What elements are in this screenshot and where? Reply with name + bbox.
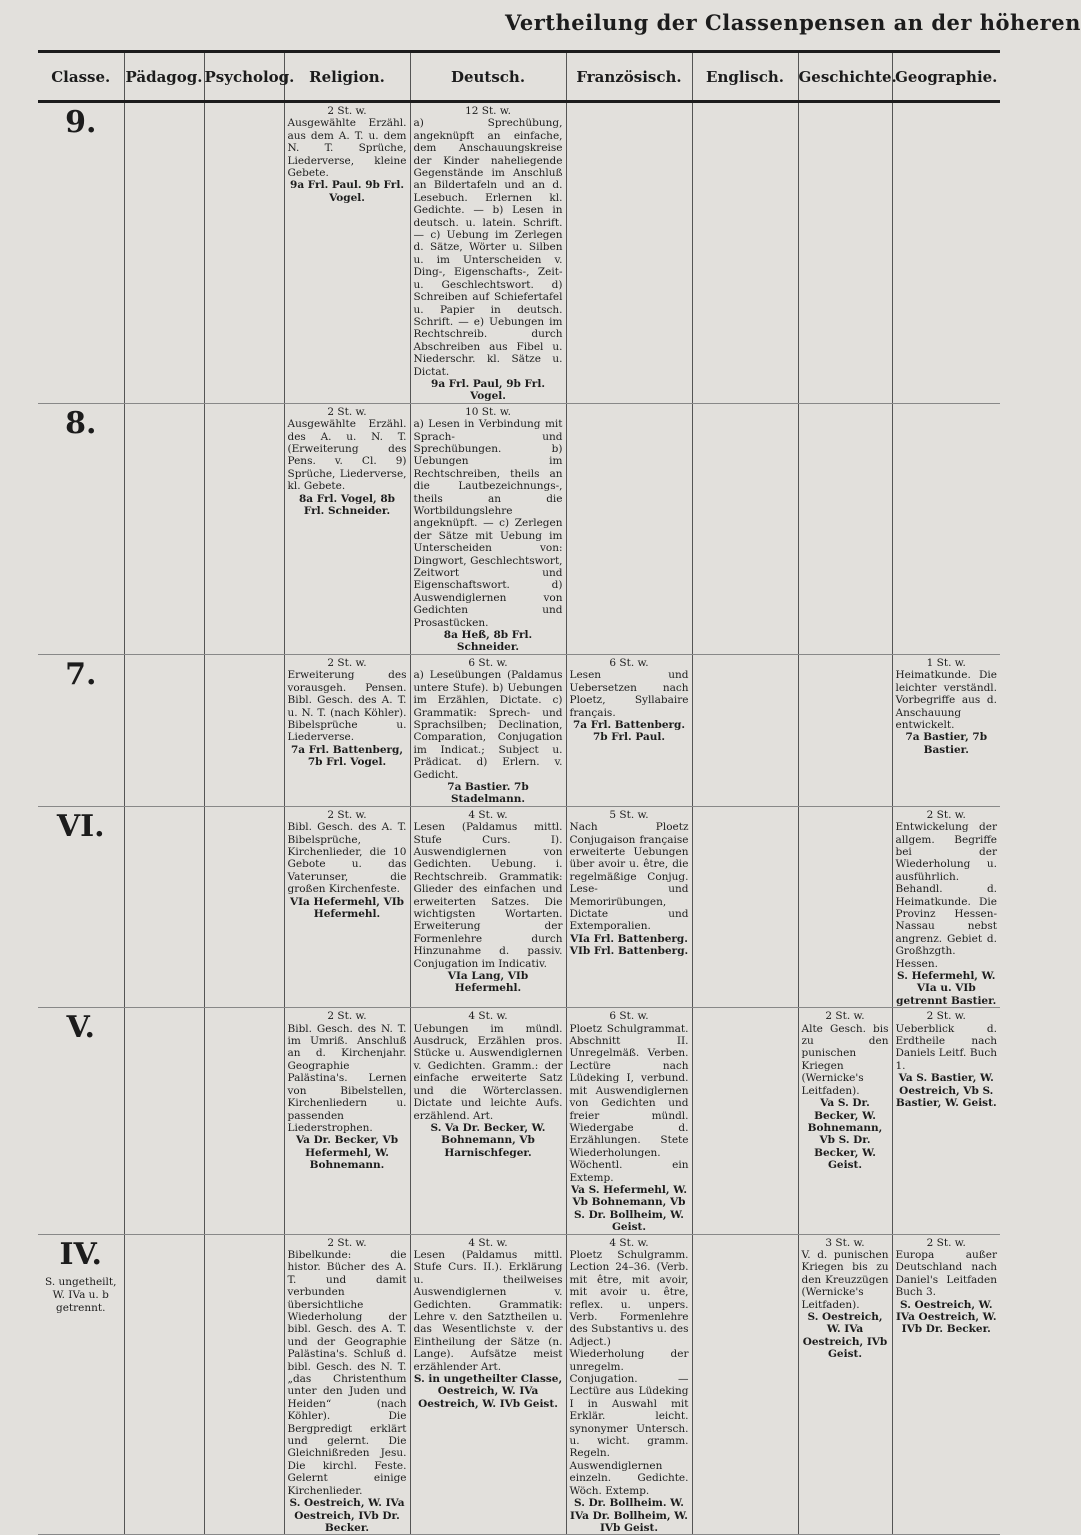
class-cell [38,1008,124,1234]
deutsch-cell [410,806,566,1008]
teacher-label: Va S. Bastier, W. Oestreich, Vb S. Bastier, W. Geist. [895,1072,997,1110]
col-header-geschichte: Geschichte. [798,53,892,102]
table-row-class-iv [38,1234,1000,1535]
class-cell [38,403,124,654]
geographie-cell [892,102,1000,404]
teacher-label: S. Oestreich, W. IVa Oestreich, IVb Geist. [802,1311,888,1361]
table-row-class-9 [38,102,1000,404]
lesson-content: V. d. punischen Kriegen bis zu den Kreuzzügen (Wernicke's Leitfaden). [801,1248,889,1311]
deutsch-cell [410,654,566,806]
lesson-content: Ausgewählte Erzähl. des A. u. N. T. (Erweiterung des Pens. v. Cl. 9) Sprüche, Liederverse, kl. Gebete. [287,418,407,493]
hours-label: 2 St. w. [327,105,367,117]
paedagog-cell [124,1008,204,1234]
geschichte-cell [798,806,892,1008]
table-row-class-v [38,1008,1000,1234]
lesson-content: a) Sprechübung, angeknüpft an einfache, dem Anschauungskreise der Kinder naheliegende Gegenstände im Anschluß an Bildertafeln und an d. Lesebuch. Erlernen kl. Gedichte. — b) Lesen in deutsch. u. latein. Schrift. — c) Uebung im Zerlegen d. Sätze, Wörter u. Silben u. im Unterscheiden v. Ding-, Eigenschafts-, Zeit- u. Geschlechtswort. d) Schreiben auf Schiefertafel u. Papier in deutsch. Schrift. — e) Uebungen im Rechtschreib. durch Abschreiben aus Fibel u. Niederschr. kl. Sätze u. Dictat. [413,117,563,378]
paedagog-cell [124,403,204,654]
geographie-cell [892,1234,1000,1535]
teacher-label: 9a Frl. Paul. 9b Frl. Vogel. [290,179,404,204]
lesson-content: Uebungen im mündl. Ausdruck, Erzählen pros. Stücke u. Auswendiglernen v. Gedichten. Gramm.: der einfache erweiterte Satz und die Wörterclassen. Dictate und leichte Aufs. erzählend. Art. [413,1022,563,1122]
religion-cell [284,806,410,1008]
hours-label: 6 St. w. [468,656,508,669]
englisch-cell [692,102,798,404]
curriculum-table [38,53,1000,1535]
col-header-geographie: Geographie. [892,53,1000,102]
deutsch-cell [410,1234,566,1535]
hours-label: 3 St. w. [825,1236,865,1249]
class-cell [38,1234,124,1535]
paedagog-cell [124,102,204,404]
teacher-label: VIa Lang, VIb Hefermehl. [447,970,529,995]
geographie-cell [892,1008,1000,1234]
psycholog-cell [204,806,284,1008]
class-note: S. ungetheilt, W. IVa u. b getrennt. [45,1275,117,1314]
col-header-psycholog: Psycholog. [204,53,284,102]
religion-cell [284,654,410,806]
col-header-classe: Classe. [38,53,124,102]
teacher-label: S. Va Dr. Becker, W. Bohnemann, Vb Harnischfeger. [430,1121,546,1159]
hours-label: 10 St. w. [465,405,511,418]
geographie-cell [892,403,1000,654]
psycholog-cell [204,654,284,806]
lesson-content: Alte Gesch. bis zu den punischen Kriegen (Wernicke's Leitfaden). [801,1022,889,1097]
class-label: IV. [59,1236,102,1272]
teacher-label: VIa Hefermehl, VIb Hefermehl. [290,895,404,920]
hours-label: 2 St. w. [926,1010,966,1023]
class-label: V. [66,1010,95,1046]
geschichte-cell [798,654,892,806]
hours-label: 2 St. w. [327,808,367,821]
lesson-content: Entwickelung der allgem. Begriffe bei der Wiederholung u. ausführlich. Behandl. d. Heimatkunde. Die Provinz Hessen-Nassau nebst angrenz. Gebiet d. Großhzgth. Hessen. [895,821,997,970]
col-header-deutsch: Deutsch. [410,53,566,102]
franzoesisch-cell [566,102,692,404]
geschichte-cell [798,102,892,404]
lesson-content: Heimatkunde. Die leichter verständl. Vorbegriffe aus d. Anschauung entwickelt. [895,669,997,731]
class-label: 9. [65,105,97,140]
hours-label: 2 St. w. [327,1236,367,1249]
hours-label: 4 St. w. [609,1236,649,1249]
lesson-content: Lesen (Paldamus mittl. Stufe Curs. I). Auswendiglernen von Gedichten. Uebung. i. Rechtschreib. Grammatik: Glieder des einfachen und erweiterten Satzes. Die wichtigsten Wortarten. Erweiterung der Formenlehre durch Hinzunahme d. passiv. Conjugation im Indicativ. [413,821,563,970]
col-header-englisch: Englisch. [692,53,798,102]
class-label: VI. [56,808,105,844]
franzoesisch-cell [566,1234,692,1535]
hours-label: 6 St. w. [609,656,649,669]
teacher-label: Va Dr. Becker, Vb Hefermehl, W. Bohnemann. [295,1134,399,1172]
religion-cell [284,1234,410,1535]
teacher-label: S. Dr. Bollheim. W. IVa Dr. Bollheim, W. IVb Geist. [570,1497,688,1534]
teacher-label: Va S. Hefermehl, W. Vb Bohnemann, Vb S. Dr. Bollheim, W. Geist. [570,1183,688,1234]
hours-label: 2 St. w. [926,1236,966,1249]
paedagog-cell [124,806,204,1008]
teacher-label: S. Hefermehl, W. VIa u. VIb getrennt Bastier. [896,970,997,1007]
hours-label: 2 St. w. [327,405,367,418]
geschichte-cell [798,1234,892,1535]
englisch-cell [692,1234,798,1535]
lesson-content: Nach Ploetz Conjugaison française erweiterte Uebungen über avoir u. être, die regelmäßige Conjug. Lese- und Memorirübungen, Dictate und Extemporalien. [569,821,689,933]
teacher-label: S. Oestreich, W. IVa Oestreich, IVb Dr. Becker. [289,1497,405,1534]
geschichte-cell [798,1008,892,1234]
religion-cell [284,102,410,404]
franzoesisch-cell [566,403,692,654]
teacher-label: 8a Heß, 8b Frl. Schneider. [443,629,533,654]
teacher-label: 7a Frl. Battenberg, 7b Frl. Vogel. [290,743,404,769]
class-cell [38,654,124,806]
lesson-content: Ploetz Schulgrammat. Abschnitt II. Unregelmäß. Verben. Lectüre nach Lüdeking I, verbund. mit Auswendiglernen von Gedichten und freier mündl. Wiedergabe d. Erzählungen. Stete Wiederholungen. Wöchentl. ein Extemp. [569,1022,689,1184]
col-header-paedagog: Pädagog. [124,53,204,102]
teacher-label: 7a Bastier. 7b Stadelmann. [447,780,529,806]
table-row-class-8 [38,403,1000,654]
hours-label: 6 St. w. [609,1010,649,1023]
englisch-cell [692,1008,798,1234]
teacher-label: S. in ungetheilter Classe, Oestreich, W. IVa Oestreich, W. IVb Geist. [413,1373,563,1410]
teacher-label: VIa Frl. Battenberg. VIb Frl. Battenberg. [569,932,689,958]
franzoesisch-cell [566,1008,692,1234]
class-label: 7. [65,656,97,692]
hours-label: 5 St. w. [609,808,649,821]
hours-label: 2 St. w. [825,1010,865,1023]
lesson-content: Europa außer Deutschland nach Daniel's Leitfaden Buch 3. [895,1248,997,1299]
psycholog-cell [204,1008,284,1234]
teacher-label: 9a Frl. Paul, 9b Frl. Vogel. [431,377,545,403]
hours-label: 2 St. w. [327,656,367,669]
paedagog-cell [124,654,204,806]
lesson-content: a) Lesen in Verbindung mit Sprach- und Sprechübungen. b) Uebungen im Rechtschreiben, theils an die Lautbezeichnungs-, theils an die Wortbildungslehre angeknüpft. — c) Zerlegen der Sätze mit Uebung im Unterscheiden von: Dingwort, Geschlechtswort, Zeitwort und Eigenschaftswort. d) Auswendiglernen von Gedichten und Prosastücken. [413,418,563,629]
lesson-content: Ueberblick d. Erdtheile nach Daniels Leitf. Buch 1. [895,1022,997,1072]
col-header-religion: Religion. [284,53,410,102]
lesson-content: Erweiterung des vorausgeh. Pensen. Bibl. Gesch. des A. T. u. N. T. (nach Köhler). Bibelsprüche u. Liederverse. [287,669,407,744]
class-label: 8. [65,405,97,441]
lesson-content: Lesen und Uebersetzen nach Ploetz, Syllabaire français. [569,669,689,719]
lesson-content: Lesen (Paldamus mittl. Stufe Curs. II.). Erklärung u. theilweises Auswendiglernen v. Gedichten. Grammatik: Lehre v. den Satztheilen u. das Wesentlichste v. der Eintheilung der Sätze (n. Lange). Aufsätze meist erzählender Art. [413,1248,563,1373]
englisch-cell [692,806,798,1008]
table-row-class-vi [38,806,1000,1008]
deutsch-cell [410,102,566,404]
psycholog-cell [204,403,284,654]
franzoesisch-cell [566,806,692,1008]
hours-label: 12 St. w. [465,105,511,117]
hours-label: 4 St. w. [468,1010,508,1023]
deutsch-cell [410,403,566,654]
franzoesisch-cell [566,654,692,806]
teacher-label: S. Oestreich, W. IVa Oestreich, W. IVb Dr. Becker. [896,1298,997,1336]
page-title: Vertheilung der Classenpensen an der höheren [505,10,1081,35]
hours-label: 2 St. w. [926,808,966,821]
deutsch-cell [410,1008,566,1234]
paedagog-cell [124,1234,204,1535]
class-cell [38,806,124,1008]
table-row-class-7 [38,654,1000,806]
hours-label: 2 St. w. [327,1010,367,1023]
teacher-label: Va S. Dr. Becker, W. Bohnemann, Vb S. Dr. Becker, W. Geist. [807,1097,883,1172]
religion-cell [284,1008,410,1234]
psycholog-cell [204,1234,284,1535]
hours-label: 1 St. w. [926,656,966,669]
lesson-content: Bibl. Gesch. des A. T. Bibelsprüche, Kirchenlieder, die 10 Gebote u. das Vaterunser, die großen Kirchenfeste. [287,821,407,896]
englisch-cell [692,654,798,806]
geographie-cell [892,806,1000,1008]
hours-label: 4 St. w. [468,1236,508,1249]
teacher-label: 7a Frl. Battenberg. 7b Frl. Paul. [572,718,686,744]
englisch-cell [692,403,798,654]
religion-cell [284,403,410,654]
lesson-content: Bibl. Gesch. des N. T. im Umriß. Anschluß an d. Kirchenjahr. Geographie Palästina's. Lernen von Bibelstellen, Kirchenliedern u. passenden Liederstrophen. [287,1022,407,1134]
lesson-content: Ausgewählte Erzähl. aus dem A. T. u. dem N. T. Sprüche, Liederverse, kleine Gebete. [287,117,407,180]
teacher-label: 7a Bastier, 7b Bastier. [905,731,988,756]
col-header-franzoesisch: Französisch. [566,53,692,102]
lesson-content: Ploetz Schulgramm. Lection 24–36. (Verb. mit être, mit avoir, mit avoir u. être, reflex. u. unpers. Verb. Formenlehre des Substantivs u. des Adject.) Wiederholung der unregelm. Conjugation. — Lectüre aus Lüdeking I in Auswahl mit Erklär. leicht. synonymer Untersch. u. wicht. gramm. Regeln. Auswendiglernen einzeln. Gedichte. Wöch. Extemp. [569,1248,689,1497]
hours-label: 4 St. w. [468,808,508,821]
geographie-cell [892,654,1000,806]
header-row [38,53,1000,102]
class-cell [38,102,124,404]
teacher-label: 8a Frl. Vogel, 8b Frl. Schneider. [298,492,396,517]
psycholog-cell [204,102,284,404]
lesson-content: Bibelkunde: die histor. Bücher des A. T. und damit verbunden übersichtliche Wiederholung der bibl. Gesch. des A. T. und der Geographie Palästina's. Schluß d. bibl. Gesch. des N. T. „das Christenthum unter den Juden und Heiden“ (nach Köhler). Die Bergpredigt erklärt und gelernt. Die Gleichnißreden Jesu. Die kirchl. Feste. Gelernt einige Kirchenlieder. [287,1248,407,1497]
lesson-content: a) Leseübungen (Paldamus untere Stufe). b) Uebungen im Erzählen, Dictate. c) Grammatik: Sprech- und Sprachsilben; Declination, Comparation, Conjugation im Indicat.; Subject u. Prädicat. d) Erlern. v. Gedicht. [413,669,563,781]
geschichte-cell [798,403,892,654]
